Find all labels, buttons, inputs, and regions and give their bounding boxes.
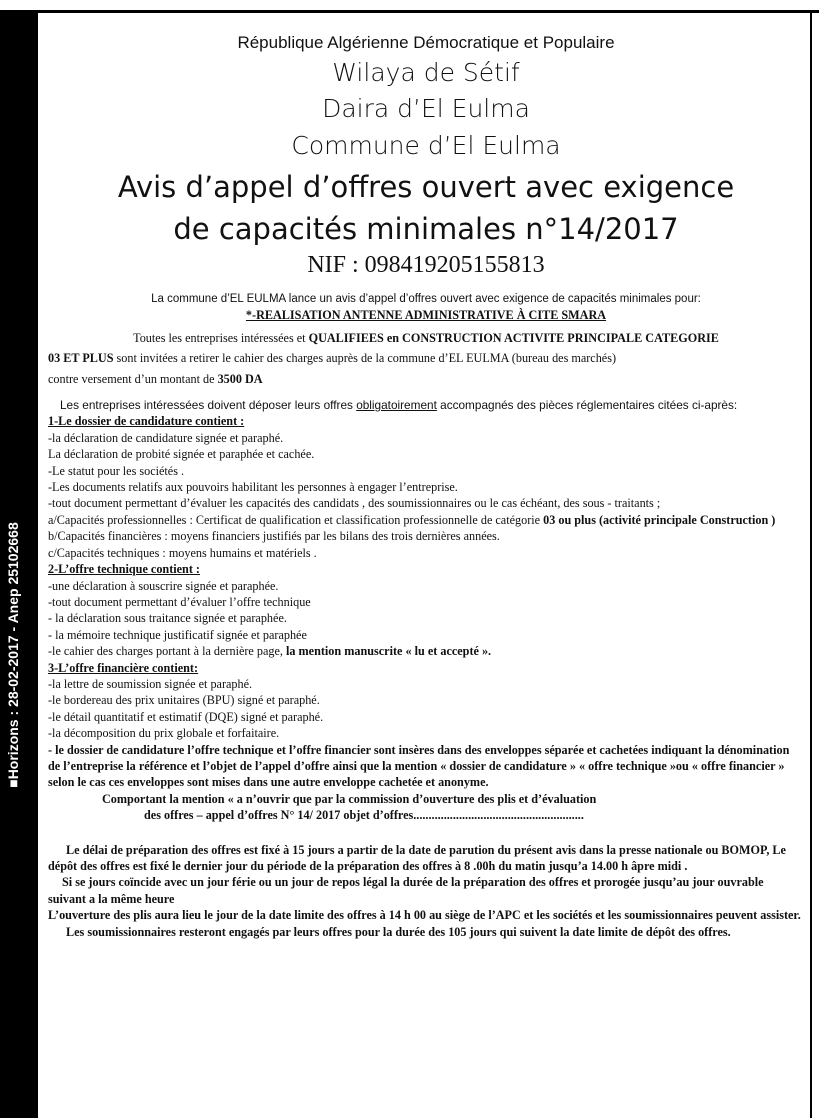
pieces-intro: Les entreprises intéressées doivent déposer leurs offres obligatoirement accompagnés des pièces réglementaires citées ci-après:	[60, 398, 738, 413]
envelope-mention-1: Comportant la mention « a n’ouvrir que par la commission d’ouverture des plis et d’évaluation	[102, 791, 597, 806]
opening-paragraph: L’ouverture des plis aura lieu le jour de la date limite des offres à 14 h 00 au siège de l’APC et les sociétés et les soumissionnaires peuvent assister.	[48, 908, 801, 923]
notice-page	[48, 13, 804, 940]
side-label-text: ■Horizons : 28-02-2017 - Anep 25102668	[5, 522, 21, 788]
nif-line: NIF : 098419205155813	[307, 252, 545, 278]
section1-heading: 1-Le dossier de candidature contient :	[48, 414, 245, 429]
section1-item: -tout document permettant d’évaluer les capacités des candidats , des soumissionnaires ou le cas échéant, des sous - traitants ;	[48, 496, 661, 511]
section3-item: -la décomposition du prix globale et forfaitaire.	[48, 726, 280, 741]
section3-item: -la lettre de soumission signée et paraphé.	[48, 676, 253, 691]
commune-line: Commune d’El Eulma	[291, 131, 561, 160]
validity-paragraph: Les soumissionnaires resteront engagés par leurs offres pour la durée des 105 jours qui suivent la date limite de dépôt des offres.	[66, 924, 731, 939]
project-title: *-REALISATION ANTENNE ADMINISTRATIVE À CITE SMARA	[245, 308, 607, 323]
section1-item: -la déclaration de candidature signée et paraphé.	[48, 430, 284, 445]
section2-heading: 2-L’offre technique contient :	[48, 562, 200, 577]
section2-item-last: -le cahier des charges portant à la dernière page, la mention manuscrite « lu et accepté ».	[48, 644, 492, 659]
section1-item: -Les documents relatifs aux pouvoirs habilitant les personnes à engager l’entreprise.	[48, 480, 458, 495]
capacity-technical: c/Capacités techniques : moyens humains et matériels .	[48, 545, 317, 560]
capacity-professional: a/Capacités professionnelles : Certificat de qualification et classification professionnelle de catégorie 03 ou plus (activité principale Construction )	[48, 512, 776, 527]
deadline-paragraph: Le délai de préparation des offres est fixé à 15 jours a partir de la date de parution du présent avis dans la presse nationale ou BOMOP, Le dépôt des offres est fixé le dernier jour du période de la préparation des offres à 8 .00h du matin jusqu’a 14.00 h âpre midi .	[48, 842, 786, 873]
fee-line: contre versement d’un montant de 3500 DA	[48, 371, 263, 386]
right-border	[810, 13, 812, 1118]
capacity-financial: b/Capacités financières : moyens financiers justifiés par les bilans des trois dernières années.	[48, 529, 500, 544]
notice-header	[48, 33, 804, 279]
notice-body	[48, 291, 804, 940]
section2-item: - la mémoire technique justificatif signée et paraphée	[48, 627, 307, 642]
section3-item: -le bordereau des prix unitaires (BPU) signé et paraphé.	[48, 693, 320, 708]
intro-line: La commune d’EL EULMA lance un avis d’appel d’offres ouvert avec exigence de capacités minimales pour:	[151, 293, 701, 305]
wilaya-line: Wilaya de Sétif	[332, 58, 520, 87]
eligibility-paragraph: Toutes les entreprises intéressées et QUALIFIEES en CONSTRUCTION ACTIVITE PRINCIPALE CATEGORIE	[133, 330, 719, 345]
republic-line: République Algérienne Démocratique et Populaire	[237, 33, 615, 52]
notice-title-line-2: de capacités minimales n°14/2017	[173, 212, 679, 246]
section3-heading: 3-L’offre financière contient:	[48, 660, 199, 675]
section1-item: La déclaration de probité signée et paraphée et cachée.	[48, 447, 315, 462]
envelope-mention-2: des offres – appel d’offres N° 14/ 2017 objet d’offres........................................................	[144, 808, 584, 823]
holiday-paragraph: Si se jours coïncide avec un jour férie ou un jour de repos légal la durée de la préparation des offres et prorogée jusqu’au jour ouvrable suivant a la même heure	[48, 875, 764, 906]
eligibility-paragraph-cont: 03 ET PLUS sont invitées a retirer le cahier des charges auprès de la commune d’EL EULMA (bureau des marchés)	[48, 351, 617, 366]
envelopes-paragraph: - le dossier de candidature l’offre technique et l’offre financier sont insères dans des enveloppes séparée et cachetées indiquant la dénomination de l’entreprise la référence et l’objet de l’appel d’offre ainsi que la mention « dossier de candidature » « offre technique »ou « offre financier » selon le cas ces enveloppes sont mises dans une autre enveloppe cachetée et anonyme.	[48, 742, 790, 790]
section1-item: -Le statut pour les sociétés .	[48, 463, 185, 478]
section3-item: -le détail quantitatif et estimatif (DQE) signé et paraphé.	[48, 709, 324, 724]
notice-title-line-1: Avis d’appel d’offres ouvert avec exigence	[117, 170, 735, 204]
section2-item: - la déclaration sous traitance signée et paraphée.	[48, 611, 287, 626]
daira-line: Daira d’El Eulma	[322, 94, 530, 123]
section2-item: -tout document permettant d’évaluer l’offre technique	[48, 594, 311, 609]
section2-item: -une déclaration à souscrire signée et paraphée.	[48, 578, 279, 593]
